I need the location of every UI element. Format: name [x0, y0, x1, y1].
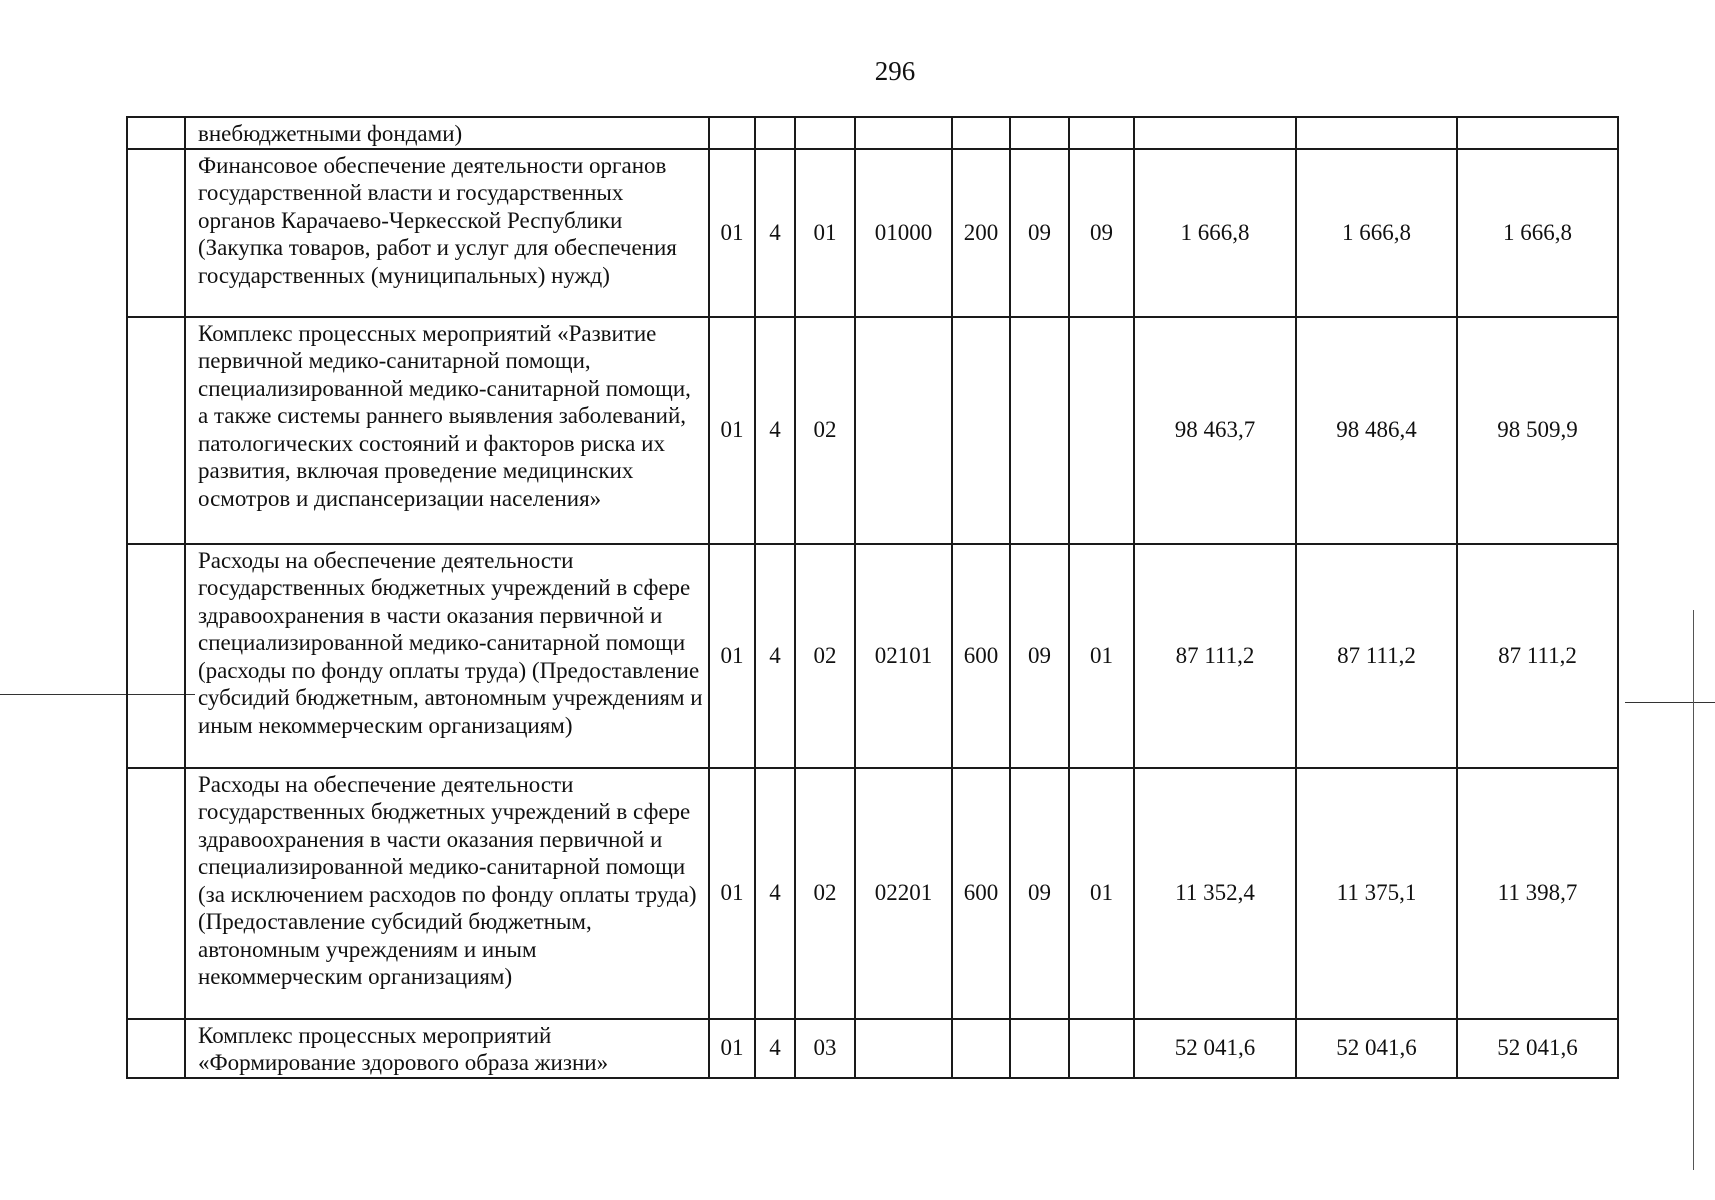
table-row	[127, 117, 1618, 149]
code-cell: 4	[755, 1019, 795, 1078]
code-cell: 02	[795, 544, 855, 768]
code-cell	[855, 1019, 952, 1078]
row-name: Финансовое обеспечение деятельности органов государственной власти и государственных органов Карачаево-Черкесской Республики (Закупка товаров, работ и услуг для обеспечения государственных (муниципальных) нужд)	[185, 149, 709, 317]
amount-year-3: 11 398,7	[1457, 768, 1618, 1019]
code-cell	[855, 117, 952, 149]
code-cell: 01	[1069, 768, 1134, 1019]
table-row	[127, 149, 1618, 317]
code-cell: 09	[1069, 149, 1134, 317]
code-cell: 02	[795, 317, 855, 544]
amount-year-3	[1457, 117, 1618, 149]
code-cell: 01	[795, 149, 855, 317]
amount-year-1: 52 041,6	[1134, 1019, 1296, 1078]
code-cell: 01000	[855, 149, 952, 317]
code-cell	[1069, 1019, 1134, 1078]
amount-year-3: 87 111,2	[1457, 544, 1618, 768]
amount-year-2: 98 486,4	[1296, 317, 1457, 544]
code-cell: 02201	[855, 768, 952, 1019]
code-cell: 02101	[855, 544, 952, 768]
scan-margin-line	[1693, 610, 1694, 1170]
row-name: Комплекс процессных мероприятий «Развитие первичной медико-санитарной помощи, специализированной медико-санитарной помощи, а также системы раннего выявления заболеваний, патологических состояний и факторов риска их развития, включая проведение медицинских осмотров и диспансеризации населения»	[185, 317, 709, 544]
code-cell: 4	[755, 768, 795, 1019]
amount-year-1: 98 463,7	[1134, 317, 1296, 544]
code-cell	[1069, 117, 1134, 149]
budget-table	[126, 116, 1619, 1079]
code-cell: 02	[795, 768, 855, 1019]
code-cell	[855, 317, 952, 544]
code-cell: 09	[1010, 768, 1069, 1019]
amount-year-3: 52 041,6	[1457, 1019, 1618, 1078]
code-cell	[952, 1019, 1010, 1078]
amount-year-2	[1296, 117, 1457, 149]
code-cell: 01	[1069, 544, 1134, 768]
table-row	[127, 1019, 1618, 1078]
amount-year-2: 11 375,1	[1296, 768, 1457, 1019]
code-cell: 4	[755, 317, 795, 544]
index-cell	[127, 768, 185, 1019]
page-number: 296	[874, 56, 916, 86]
code-cell: 4	[755, 544, 795, 768]
index-cell	[127, 149, 185, 317]
amount-year-1: 87 111,2	[1134, 544, 1296, 768]
amount-year-3: 1 666,8	[1457, 149, 1618, 317]
code-cell: 01	[709, 544, 755, 768]
index-cell	[127, 1019, 185, 1078]
code-cell: 600	[952, 544, 1010, 768]
amount-year-1: 11 352,4	[1134, 768, 1296, 1019]
amount-year-3: 98 509,9	[1457, 317, 1618, 544]
code-cell: 4	[755, 149, 795, 317]
index-cell	[127, 317, 185, 544]
index-cell	[127, 544, 185, 768]
row-name: внебюджетными фондами)	[185, 117, 709, 149]
scan-fold-line-right	[1625, 702, 1715, 703]
index-cell	[127, 117, 185, 149]
code-cell	[1010, 1019, 1069, 1078]
code-cell	[1010, 117, 1069, 149]
table-row	[127, 768, 1618, 1019]
code-cell: 01	[709, 1019, 755, 1078]
code-cell: 09	[1010, 149, 1069, 317]
code-cell	[952, 117, 1010, 149]
row-name: Расходы на обеспечение деятельности государственных бюджетных учреждений в сфере здравоохранения в части оказания первичной и специализированной медико-санитарной помощи (за исключением расходов по фонду оплаты труда) (Предоставление субсидий бюджетным, автономным учреждениям и иным некоммерческим организациям)	[185, 768, 709, 1019]
table-row	[127, 544, 1618, 768]
code-cell: 09	[1010, 544, 1069, 768]
amount-year-1: 1 666,8	[1134, 149, 1296, 317]
code-cell	[709, 117, 755, 149]
row-name: Расходы на обеспечение деятельности государственных бюджетных учреждений в сфере здравоохранения в части оказания первичной и специализированной медико-санитарной помощи (расходы по фонду оплаты труда) (Предоставление субсидий бюджетным, автономным учреждениям и иным некоммерческим организациям)	[185, 544, 709, 768]
code-cell	[755, 117, 795, 149]
code-cell: 03	[795, 1019, 855, 1078]
code-cell: 600	[952, 768, 1010, 1019]
amount-year-2: 52 041,6	[1296, 1019, 1457, 1078]
row-name: Комплекс процессных мероприятий «Формирование здорового образа жизни»	[185, 1019, 709, 1078]
code-cell: 01	[709, 317, 755, 544]
code-cell	[1069, 317, 1134, 544]
code-cell: 01	[709, 768, 755, 1019]
code-cell	[795, 117, 855, 149]
code-cell	[1010, 317, 1069, 544]
code-cell	[952, 317, 1010, 544]
code-cell: 01	[709, 149, 755, 317]
amount-year-2: 87 111,2	[1296, 544, 1457, 768]
amount-year-1	[1134, 117, 1296, 149]
table-row	[127, 317, 1618, 544]
amount-year-2: 1 666,8	[1296, 149, 1457, 317]
code-cell: 200	[952, 149, 1010, 317]
